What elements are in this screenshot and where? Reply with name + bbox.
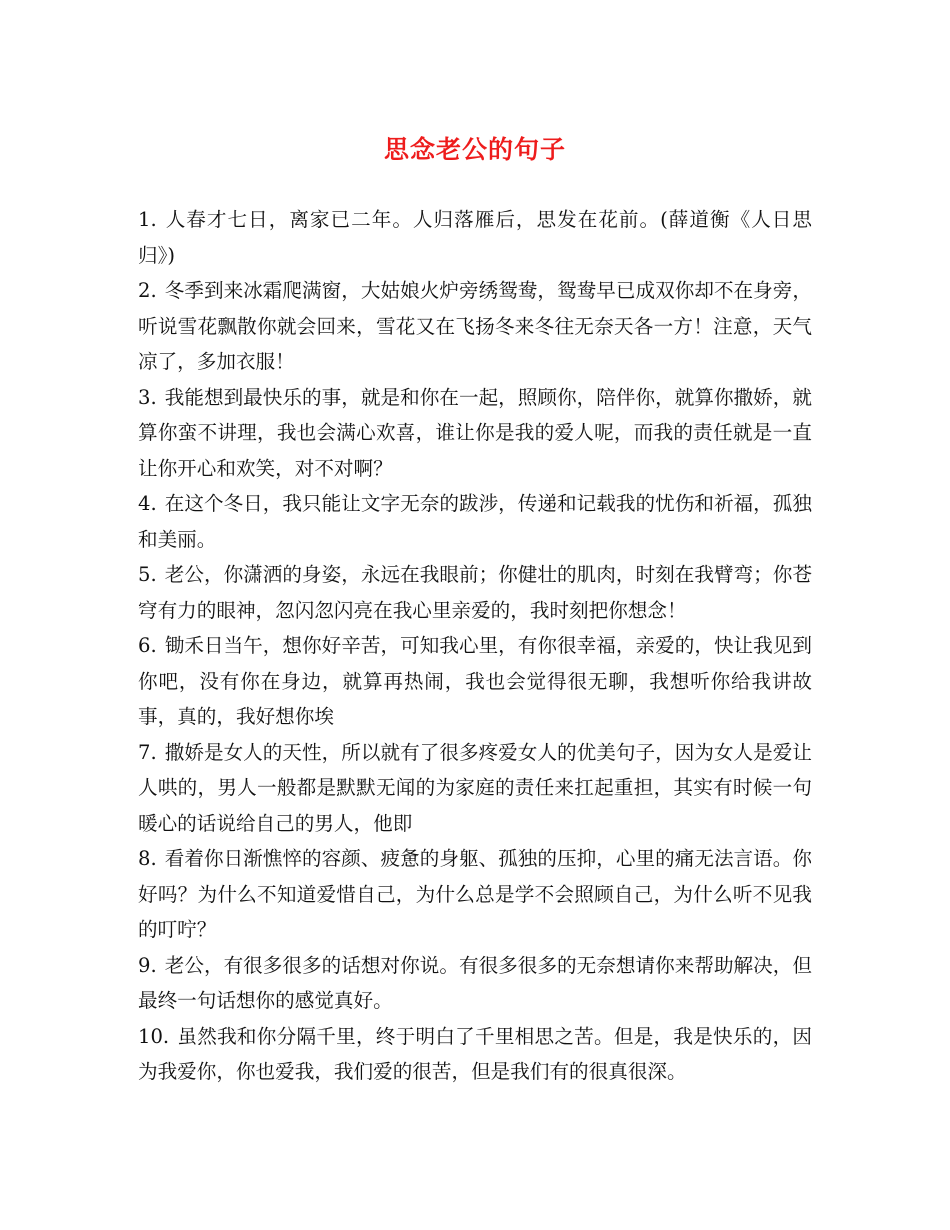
item-text: 我能想到最快乐的事，就是和你在一起，照顾你，陪伴你，就算你撒娇，就算你蛮不讲理，我也会满心欢喜，谁让你是我的爱人呢，而我的责任就是一直让你开心和欢笑，对不对啊？ bbox=[138, 385, 812, 480]
list-item bbox=[138, 628, 812, 735]
item-number: 8. bbox=[138, 847, 157, 870]
item-text: 在这个冬日，我只能让文字无奈的跋涉，传递和记载我的忧伤和祈福，孤独和美丽。 bbox=[138, 492, 812, 551]
item-number: 3. bbox=[138, 385, 157, 409]
list-item bbox=[138, 948, 812, 1019]
list-item bbox=[138, 380, 812, 487]
item-text: 锄禾日当午，想你好辛苦，可知我心里，有你很幸福，亲爱的，快让我见到你吧，没有你在身边，就算再热闹，我也会觉得很无聊，我想听你给我讲故事，真的，我好想你埃 bbox=[138, 634, 812, 728]
item-number: 5. bbox=[138, 563, 157, 586]
item-number: 10. bbox=[138, 1024, 170, 1048]
list-item bbox=[138, 841, 812, 948]
list-item bbox=[138, 273, 812, 380]
item-number: 6. bbox=[138, 634, 157, 657]
item-number: 2. bbox=[138, 279, 157, 302]
item-number: 1. bbox=[138, 208, 157, 231]
item-text: 人春才七日，离家已二年。人归落雁后，思发在花前。(薛道衡《人日思归》) bbox=[138, 208, 812, 267]
item-text: 老公，你潇洒的身姿，永远在我眼前；你健壮的肌肉，时刻在我臂弯；你苍穹有力的眼神，忽闪忽闪亮在我心里亲爱的，我时刻把你想念！ bbox=[138, 563, 812, 622]
item-number: 9. bbox=[138, 953, 157, 977]
item-text: 冬季到来冰霜爬满窗，大姑娘火炉旁绣鸳鸯，鸳鸯早已成双你却不在身旁，听说雪花飘散你就会回来，雪花又在飞扬冬来冬往无奈天各一方！注意，天气凉了，多加衣服！ bbox=[138, 279, 812, 373]
item-text: 看着你日渐憔悴的容颜、疲惫的身躯、孤独的压抑，心里的痛无法言语。你好吗？为什么不知道爱惜自己，为什么总是学不会照顾自己，为什么听不见我的叮咛？ bbox=[138, 847, 812, 941]
item-number: 4. bbox=[138, 492, 157, 515]
list-item bbox=[138, 486, 812, 557]
item-text: 老公，有很多很多的话想对你说。有很多很多的无奈想请你来帮助解决，但最终一句话想你的感觉真好。 bbox=[138, 953, 812, 1012]
list-item bbox=[138, 557, 812, 628]
item-text: 虽然我和你分隔千里，终于明白了千里相思之苦。但是，我是快乐的，因为我爱你，你也爱我，我们爱的很苦，但是我们有的很真很深。 bbox=[138, 1024, 812, 1083]
list-item bbox=[138, 1019, 812, 1090]
sentence-list bbox=[138, 202, 812, 1090]
list-item bbox=[138, 735, 812, 842]
list-item bbox=[138, 202, 812, 273]
item-number: 7. bbox=[138, 740, 157, 764]
item-text: 撒娇是女人的天性，所以就有了很多疼爱女人的优美句子，因为女人是爱让人哄的，男人一般都是默默无闻的为家庭的责任来扛起重担，其实有时候一句暖心的话说给自己的男人，他即 bbox=[138, 740, 812, 835]
document-title: 思念老公的句子 bbox=[383, 135, 566, 164]
